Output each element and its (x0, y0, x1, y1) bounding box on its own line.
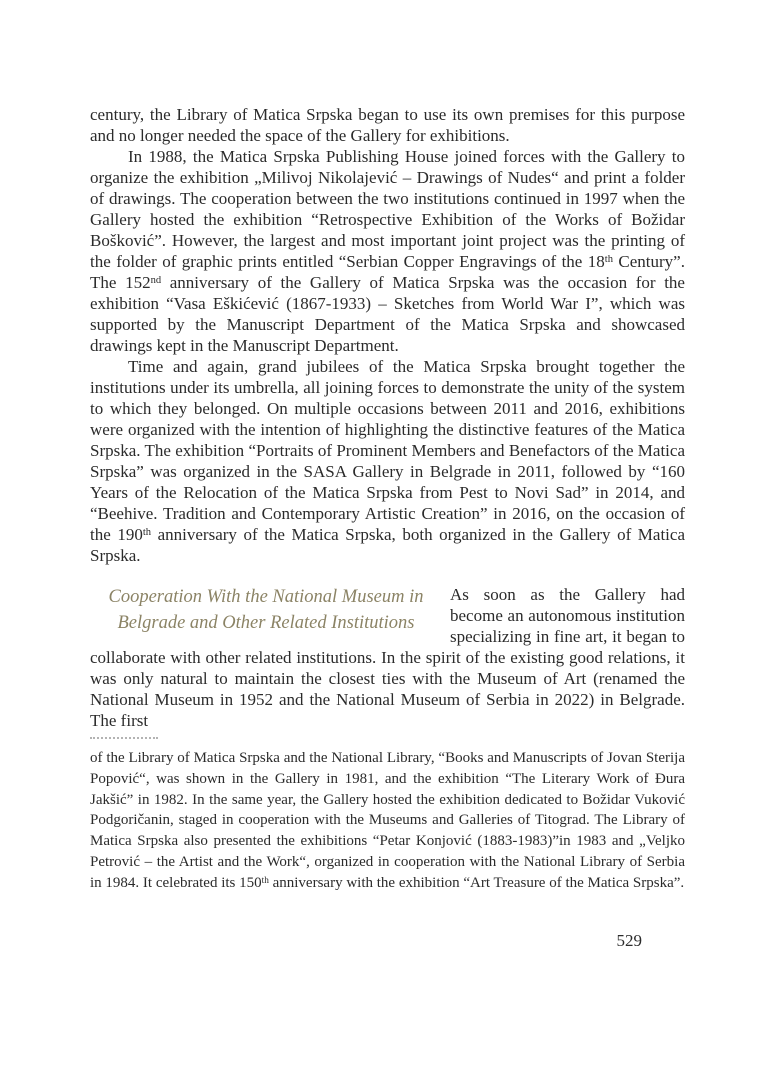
section-cooperation (90, 584, 685, 731)
footnote-text: of the Library of Matica Srpska and the National Library, “Books and Manuscripts of Jovan Sterija Popović“, was shown in the Gallery in 1981, and the exhibition “The Literary Work of Đura Jakšić” in 1982. In the same year, the Gallery hosted the exhibition dedicated to Božidar Vuković Podgoričanin, staged in cooperation with the Museums and Galleries of Titograd. The Library of Matica Srpska also presented the exhibitions “Petar Konjović (1883-1983)”in 1983 and „Veljko Petrović – the Artist and the Work“, organized in cooperation with the National Library of Serbia in 1984. It celebrated its 150th anniversary with the exhibition “Art Treasure of the Matica Srpska”. (90, 750, 685, 891)
page-number: 529 (616, 931, 642, 950)
text-block (90, 104, 685, 894)
section-heading (90, 584, 442, 642)
section-heading-line-1: Cooperation With the National Museum in (108, 587, 424, 607)
body-paragraph-1988-exhibitions: In 1988, the Matica Srpska Publishing House joined forces with the Gallery to organize the exhibition „Milivoj Nikolajević – Drawings of Nudes“ and print a folder of drawings. The cooperation between the two institutions continued in 1997 when the Gallery hosted the exhibition “Retrospective Exhibition of the Works of Božidar Bošković”. However, the largest and most important joint project was the printing of the folder of graphic prints entitled “Serbian Copper Engravings of the 18th Century”. The 152nd anniversary of the Gallery of Matica Srpska was the occasion for the exhibition “Vasa Eškićević (1867-1933) – Sketches from World War I”, which was supported by the Manuscript Department of the Matica Srpska and showcased drawings kept in the Manuscript Department. (90, 147, 685, 355)
body-paragraph-continuation: century, the Library of Matica Srpska began to use its own premises for this purpose and no longer needed the space of the Gallery for exhibitions. (90, 105, 685, 145)
body-paragraph-jubilees: Time and again, grand jubilees of the Matica Srpska brought together the institutions under its umbrella, all joining forces to demonstrate the unity of the system to which they belonged. On multiple occasions between 2011 and 2016, exhibitions were organized with the intention of highlighting the distinctive features of the Matica Srpska. The exhibition “Portraits of Prominent Members and Benefactors of the Matica Srpska” was organized in the SASA Gallery in Belgrade in 2011, followed by “160 Years of the Relocation of the Matica Srpska from Pest to Novi Sad” in 2014, and “Beehive. Tradition and Contemporary Artistic Creation” in 2016, on the occasion of the 190th anniversary of the Matica Srpska, both organized in the Gallery of Matica Srpska. (90, 357, 685, 565)
footnote-block (90, 737, 685, 894)
body-paragraph-cooperation: As soon as the Gallery had become an autonomous institution specializing in fine art, it began to collaborate with other related institutions. In the spirit of the existing good relations, it was only natural to maintain the closest ties with the Museum of Art (renamed the National Museum in 1952 and the National Museum of Serbia in 2022) in Belgrade. The first (90, 585, 685, 730)
footnote-separator (90, 737, 158, 739)
section-heading-line-2: Belgrade and Other Related Institutions (117, 613, 415, 633)
